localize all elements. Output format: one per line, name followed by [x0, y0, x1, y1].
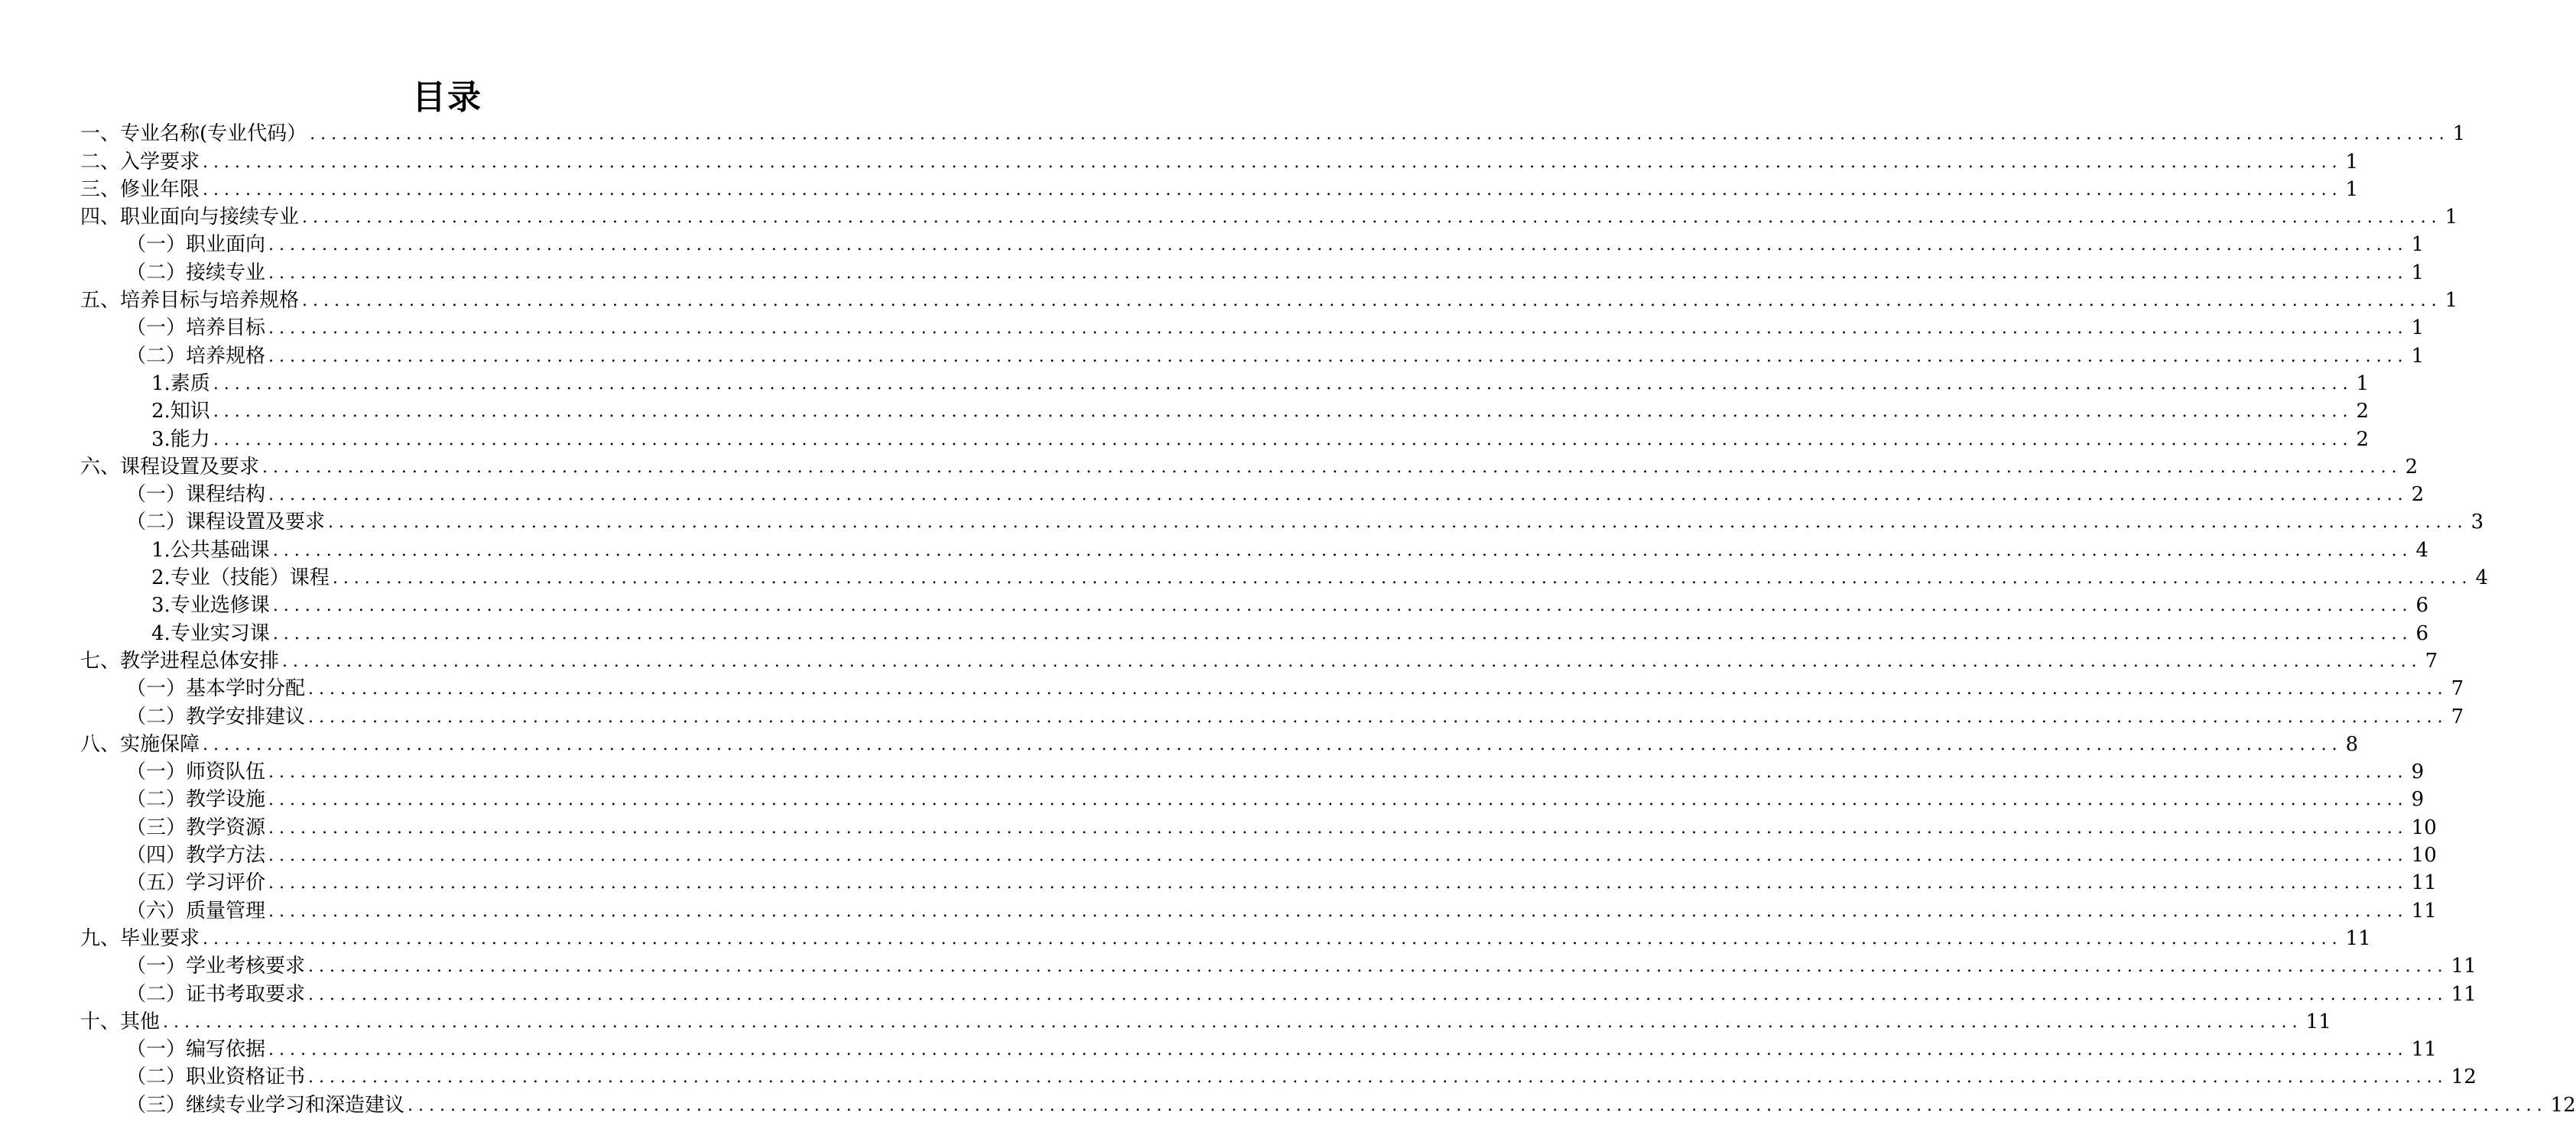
toc-page-number: 11	[2451, 955, 2477, 978]
toc-dot-leader: ........................................................................................................................................................................................................	[302, 291, 2442, 311]
toc-list	[0, 120, 2576, 1119]
toc-dot-leader: ........................................................................................................................................................................................................	[268, 263, 2409, 283]
toc-entry-label: 1.素质	[151, 371, 210, 395]
toc-dot-leader: ........................................................................................................................................................................................................	[268, 846, 2409, 866]
toc-page-number: 4	[2415, 538, 2428, 562]
toc-page-number: 11	[2305, 1010, 2331, 1033]
toc-entry-label: （一）职业面向	[126, 233, 266, 257]
toc-page-number: 6	[2415, 621, 2428, 645]
toc-dot-leader: ........................................................................................................................................................................................................	[308, 957, 2448, 977]
toc-entry-label: （二）证书考取要求	[126, 982, 306, 1006]
toc-entry[interactable]	[0, 203, 2458, 231]
toc-page-number: 11	[2411, 899, 2437, 923]
toc-page-number: 7	[2451, 677, 2464, 701]
toc-dot-leader: ........................................................................................................................................................................................................	[203, 180, 2343, 199]
toc-entry[interactable]	[0, 314, 2425, 342]
toc-dot-leader: ........................................................................................................................................................................................................	[203, 152, 2343, 172]
toc-page-number: 7	[2425, 649, 2438, 673]
toc-entry[interactable]	[0, 508, 2484, 536]
toc-dot-leader: ........................................................................................................................................................................................................	[268, 1040, 2409, 1060]
toc-page-number: 1	[2452, 122, 2466, 146]
toc-entry-label: （二）接续专业	[126, 261, 266, 284]
toc-entry[interactable]	[0, 425, 2369, 452]
toc-dot-leader: ........................................................................................................................................................................................................	[328, 513, 2468, 533]
toc-entry[interactable]	[0, 813, 2437, 841]
toc-page-number: 9	[2411, 788, 2425, 812]
toc-dot-leader: ........................................................................................................................................................................................................	[272, 624, 2413, 644]
toc-page-number: 1	[2411, 344, 2425, 368]
toc-dot-leader: ........................................................................................................................................................................................................	[268, 818, 2409, 838]
toc-entry[interactable]	[0, 453, 2418, 481]
toc-dot-leader: ........................................................................................................................................................................................................	[163, 1012, 2303, 1032]
toc-dot-leader: ........................................................................................................................................................................................................	[213, 374, 2353, 394]
toc-entry-label: 六、课程设置及要求	[80, 455, 260, 478]
toc-entry-label: （五）学习评价	[126, 871, 266, 895]
toc-page-number: 2	[2411, 483, 2425, 507]
toc-entry-label: 九、毕业要求	[80, 926, 200, 950]
toc-entry-label: （一）编写依据	[126, 1038, 266, 1062]
toc-dot-leader: ........................................................................................................................................................................................................	[268, 485, 2409, 505]
toc-dot-leader: ........................................................................................................................................................................................................	[282, 651, 2422, 671]
toc-entry-label: 四、职业面向与接续专业	[80, 206, 300, 229]
toc-dot-leader: ........................................................................................................................................................................................................	[308, 707, 2448, 727]
toc-page-number: 11	[2411, 871, 2437, 895]
toc-page-number: 6	[2415, 594, 2428, 618]
toc-entry[interactable]	[0, 370, 2369, 397]
toc-entry[interactable]	[0, 702, 2464, 730]
toc-entry-label: （一）师资队伍	[126, 761, 266, 784]
toc-page-number: 10	[2411, 816, 2437, 839]
toc-page-number: 2	[2356, 427, 2369, 451]
toc-entry-label: （一）培养目标	[126, 316, 266, 340]
toc-page-number: 11	[2345, 926, 2371, 950]
toc-page-number: 2	[2356, 400, 2369, 423]
toc-entry-label: （六）质量管理	[126, 899, 266, 923]
toc-entry-label: 4.专业实习课	[151, 621, 270, 645]
toc-dot-leader: ........................................................................................................................................................................................................	[268, 790, 2409, 810]
toc-dot-leader: ........................................................................................................................................................................................................	[262, 457, 2402, 477]
toc-page-number: 1	[2444, 206, 2458, 229]
toc-page-number: 1	[2345, 177, 2359, 201]
toc-entry[interactable]	[0, 731, 2359, 758]
toc-entry-label: （二）教学安排建议	[126, 705, 306, 728]
toc-page-number: 9	[2411, 761, 2425, 784]
toc-page-number: 12	[2550, 1093, 2576, 1117]
toc-dot-leader: ........................................................................................................................................................................................................	[203, 929, 2343, 949]
toc-dot-leader: ........................................................................................................................................................................................................	[268, 763, 2409, 783]
toc-entry-label: 3.能力	[151, 427, 210, 451]
toc-entry[interactable]	[0, 231, 2425, 258]
toc-entry-label: 二、入学要求	[80, 150, 200, 174]
toc-page-number: 1	[2411, 316, 2425, 340]
toc-entry[interactable]	[0, 786, 2425, 813]
toc-page-number: 1	[2411, 233, 2425, 257]
toc-page-number: 11	[2411, 1038, 2437, 1062]
toc-entry[interactable]	[0, 925, 2371, 952]
toc-dot-leader: ........................................................................................................................................................................................................	[213, 430, 2353, 449]
toc-entry-label: （二）课程设置及要求	[126, 511, 326, 534]
toc-dot-leader: ........................................................................................................................................................................................................	[268, 901, 2409, 921]
toc-entry-label: （二）职业资格证书	[126, 1066, 306, 1089]
toc-entry[interactable]	[0, 842, 2437, 869]
toc-page-number: 3	[2470, 511, 2484, 534]
toc-entry[interactable]	[0, 1091, 2576, 1118]
toc-entry-label: （三）教学资源	[126, 816, 266, 839]
toc-dot-leader: ........................................................................................................................................................................................................	[332, 569, 2473, 589]
toc-entry[interactable]	[0, 342, 2425, 369]
toc-entry[interactable]	[0, 869, 2437, 897]
toc-entry[interactable]	[0, 1063, 2477, 1091]
toc-entry[interactable]	[0, 258, 2425, 286]
toc-entry-label: （一）学业考核要求	[126, 955, 306, 978]
toc-dot-leader: ........................................................................................................................................................................................................	[272, 596, 2413, 616]
toc-dot-leader: ........................................................................................................................................................................................................	[203, 735, 2343, 754]
toc-dot-leader: ........................................................................................................................................................................................................	[408, 1095, 2548, 1115]
toc-page-number: 1	[2444, 289, 2458, 313]
toc-entry[interactable]	[0, 675, 2464, 702]
toc-dot-leader: ........................................................................................................................................................................................................	[302, 208, 2442, 228]
toc-entry-label: 2.知识	[151, 400, 210, 423]
toc-entry[interactable]	[0, 536, 2428, 563]
toc-entry-label: 3.专业选修课	[151, 594, 270, 618]
toc-entry-label: （四）教学方法	[126, 844, 266, 868]
toc-entry-label: （一）基本学时分配	[126, 677, 306, 701]
toc-entry[interactable]	[0, 564, 2488, 592]
toc-entry[interactable]	[0, 481, 2425, 508]
toc-dot-leader: ........................................................................................................................................................................................................	[308, 1068, 2448, 1088]
toc-dot-leader: ........................................................................................................................................................................................................	[268, 319, 2409, 339]
toc-entry-label: 一、专业名称(专业代码）	[80, 122, 307, 146]
toc-entry-label: 八、实施保障	[80, 732, 200, 756]
toc-dot-leader: ........................................................................................................................................................................................................	[268, 874, 2409, 894]
toc-entry[interactable]	[0, 647, 2438, 675]
toc-entry[interactable]	[0, 952, 2477, 980]
toc-dot-leader: ........................................................................................................................................................................................................	[272, 540, 2413, 560]
toc-entry[interactable]	[0, 1008, 2331, 1036]
toc-page-number: 7	[2451, 705, 2464, 728]
toc-dot-leader: ........................................................................................................................................................................................................	[213, 402, 2353, 422]
toc-page-number: 1	[2345, 150, 2359, 174]
toc-entry[interactable]	[0, 120, 2466, 148]
toc-dot-leader: ........................................................................................................................................................................................................	[308, 984, 2448, 1004]
toc-entry[interactable]	[0, 592, 2428, 619]
toc-entry[interactable]	[0, 758, 2425, 786]
toc-entry-label: 1.公共基础课	[151, 538, 270, 562]
toc-entry-label: 五、培养目标与培养规格	[80, 289, 300, 313]
toc-entry[interactable]	[0, 287, 2458, 314]
toc-entry[interactable]	[0, 897, 2437, 924]
toc-entry[interactable]	[0, 980, 2477, 1007]
toc-dot-leader: ........................................................................................................................................................................................................	[308, 680, 2448, 699]
toc-dot-leader: ........................................................................................................................................................................................................	[268, 235, 2409, 255]
toc-page-number: 11	[2451, 982, 2477, 1006]
toc-page-number: 2	[2405, 455, 2418, 478]
toc-entry-label: 三、修业年限	[80, 177, 200, 201]
toc-title: 目录	[412, 78, 482, 117]
toc-dot-leader: ........................................................................................................................................................................................................	[268, 346, 2409, 366]
toc-page-number: 4	[2475, 566, 2488, 590]
toc-entry-label: （二）教学设施	[126, 788, 266, 812]
toc-page-number: 1	[2356, 371, 2369, 395]
toc-page-number: 8	[2345, 732, 2359, 756]
toc-entry[interactable]	[0, 176, 2359, 203]
toc-entry[interactable]	[0, 148, 2359, 175]
toc-entry-label: 2.专业（技能）课程	[151, 566, 330, 590]
toc-entry[interactable]	[0, 619, 2428, 647]
toc-entry-label: （一）课程结构	[126, 483, 266, 507]
toc-entry-label: 七、教学进程总体安排	[80, 649, 280, 673]
toc-entry-label: （三）继续专业学习和深造建议	[126, 1093, 405, 1117]
toc-page-number: 10	[2411, 844, 2437, 868]
toc-dot-leader: ........................................................................................................................................................................................................	[310, 125, 2450, 144]
toc-entry[interactable]	[0, 397, 2369, 425]
toc-page-number: 12	[2451, 1066, 2477, 1089]
toc-entry-label: 十、其他	[80, 1010, 161, 1033]
toc-page-number: 1	[2411, 261, 2425, 284]
toc-entry[interactable]	[0, 1036, 2437, 1063]
toc-entry-label: （二）培养规格	[126, 344, 266, 368]
